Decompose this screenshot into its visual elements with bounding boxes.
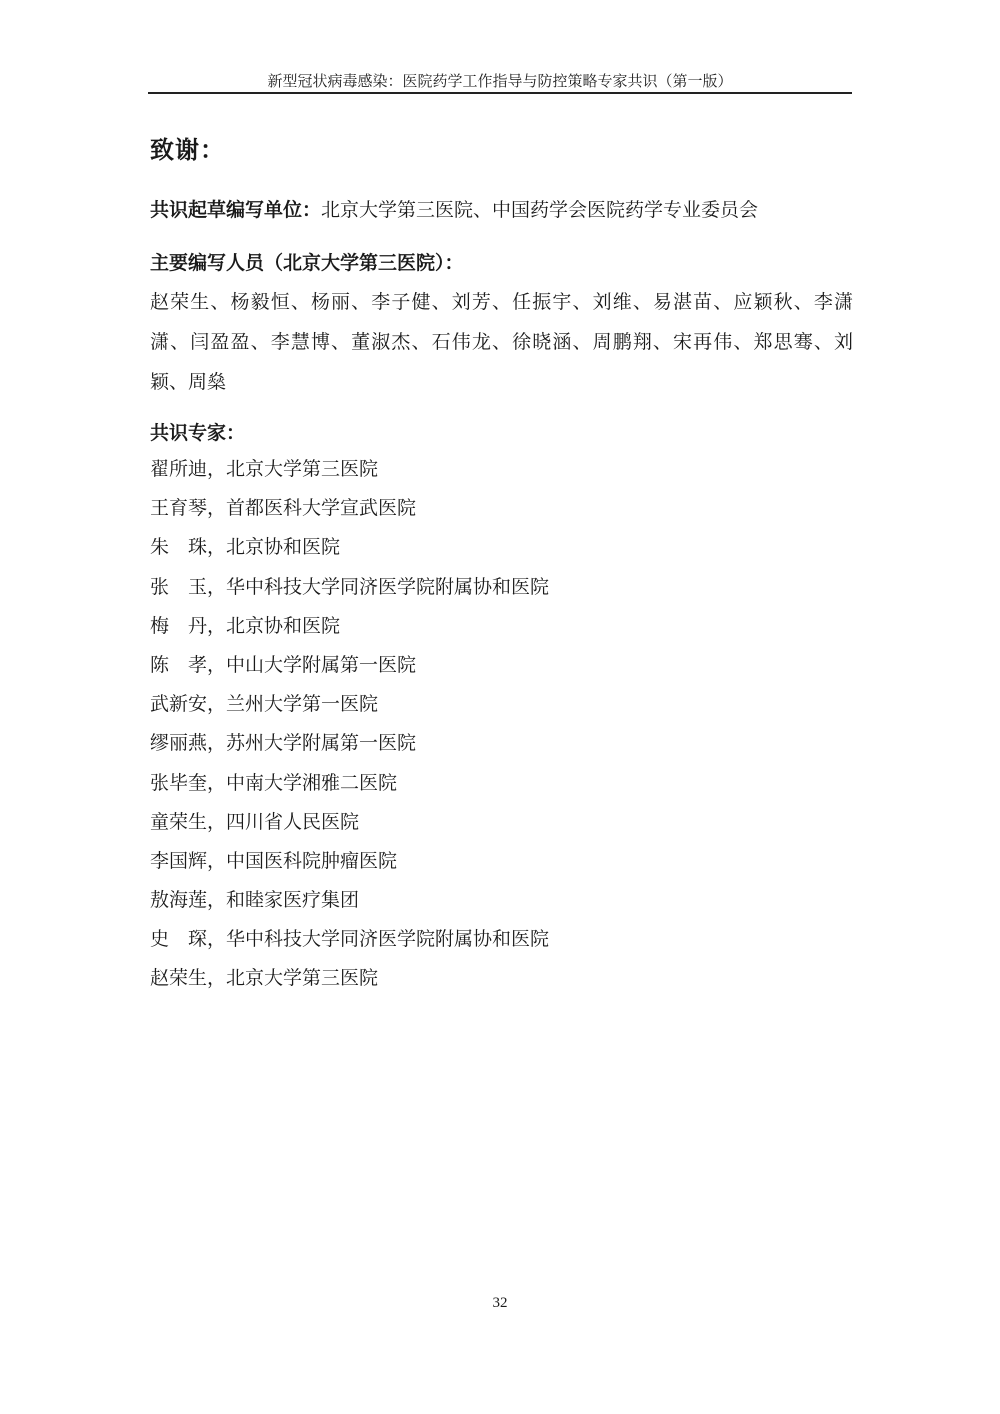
acknowledgements-title: 致谢： (150, 136, 225, 164)
drafting-unit-value: 北京大学第三医院、中国药学会医院药学专业委员会 (321, 199, 759, 221)
expert-entry: 梅 丹，北京协和医院 (150, 614, 341, 637)
main-authors-label: 主要编写人员（北京大学第三医院）： (150, 252, 464, 274)
expert-entry: 陈 孝，中山大学附属第一医院 (150, 653, 417, 676)
expert-entry: 童荣生，四川省人民医院 (150, 810, 360, 833)
author-line: 潇、闫盈盈、李慧博、董淑杰、石伟龙、徐晓涵、周鹏翔、宋再伟、郑思骞、刘 (150, 331, 853, 353)
experts-list (150, 450, 850, 999)
expert-entry: 史 琛，华中科技大学同济医学院附属协和医院 (150, 928, 550, 951)
expert-entry: 翟所迪，北京大学第三医院 (150, 458, 379, 480)
expert-entry: 朱 珠，北京协和医院 (150, 536, 341, 559)
author-line: 赵荣生、杨毅恒、杨丽、李子健、刘芳、任振宇、刘维、易湛苗、应颖秋、李潇 (150, 291, 853, 313)
expert-entry: 敖海莲，和睦家医疗集团 (150, 889, 360, 912)
expert-entry: 张毕奎，中南大学湘雅二医院 (150, 771, 398, 794)
author-line: 颖、周燊 (150, 371, 227, 393)
experts-label: 共识专家： (150, 422, 246, 444)
drafting-unit-label: 共识起草编写单位： (150, 199, 322, 221)
expert-entry: 王育琴，首都医科大学宣武医院 (150, 497, 417, 520)
expert-entry: 赵荣生，北京大学第三医院 (150, 967, 379, 990)
expert-entry: 李国辉，中国医科院肿瘤医院 (150, 849, 398, 872)
running-header: 新型冠状病毒感染：医院药学工作指导与防控策略专家共识（第一版） (267, 72, 733, 90)
expert-entry: 武新安，兰州大学第一医院 (150, 693, 379, 716)
expert-entry: 缪丽燕，苏州大学附属第一医院 (150, 732, 417, 755)
page-number: 32 (492, 1295, 508, 1311)
header-rule (148, 92, 852, 94)
main-authors-list (150, 282, 853, 402)
expert-entry: 张 玉，华中科技大学同济医学院附属协和医院 (150, 575, 550, 598)
drafting-unit (150, 195, 850, 222)
